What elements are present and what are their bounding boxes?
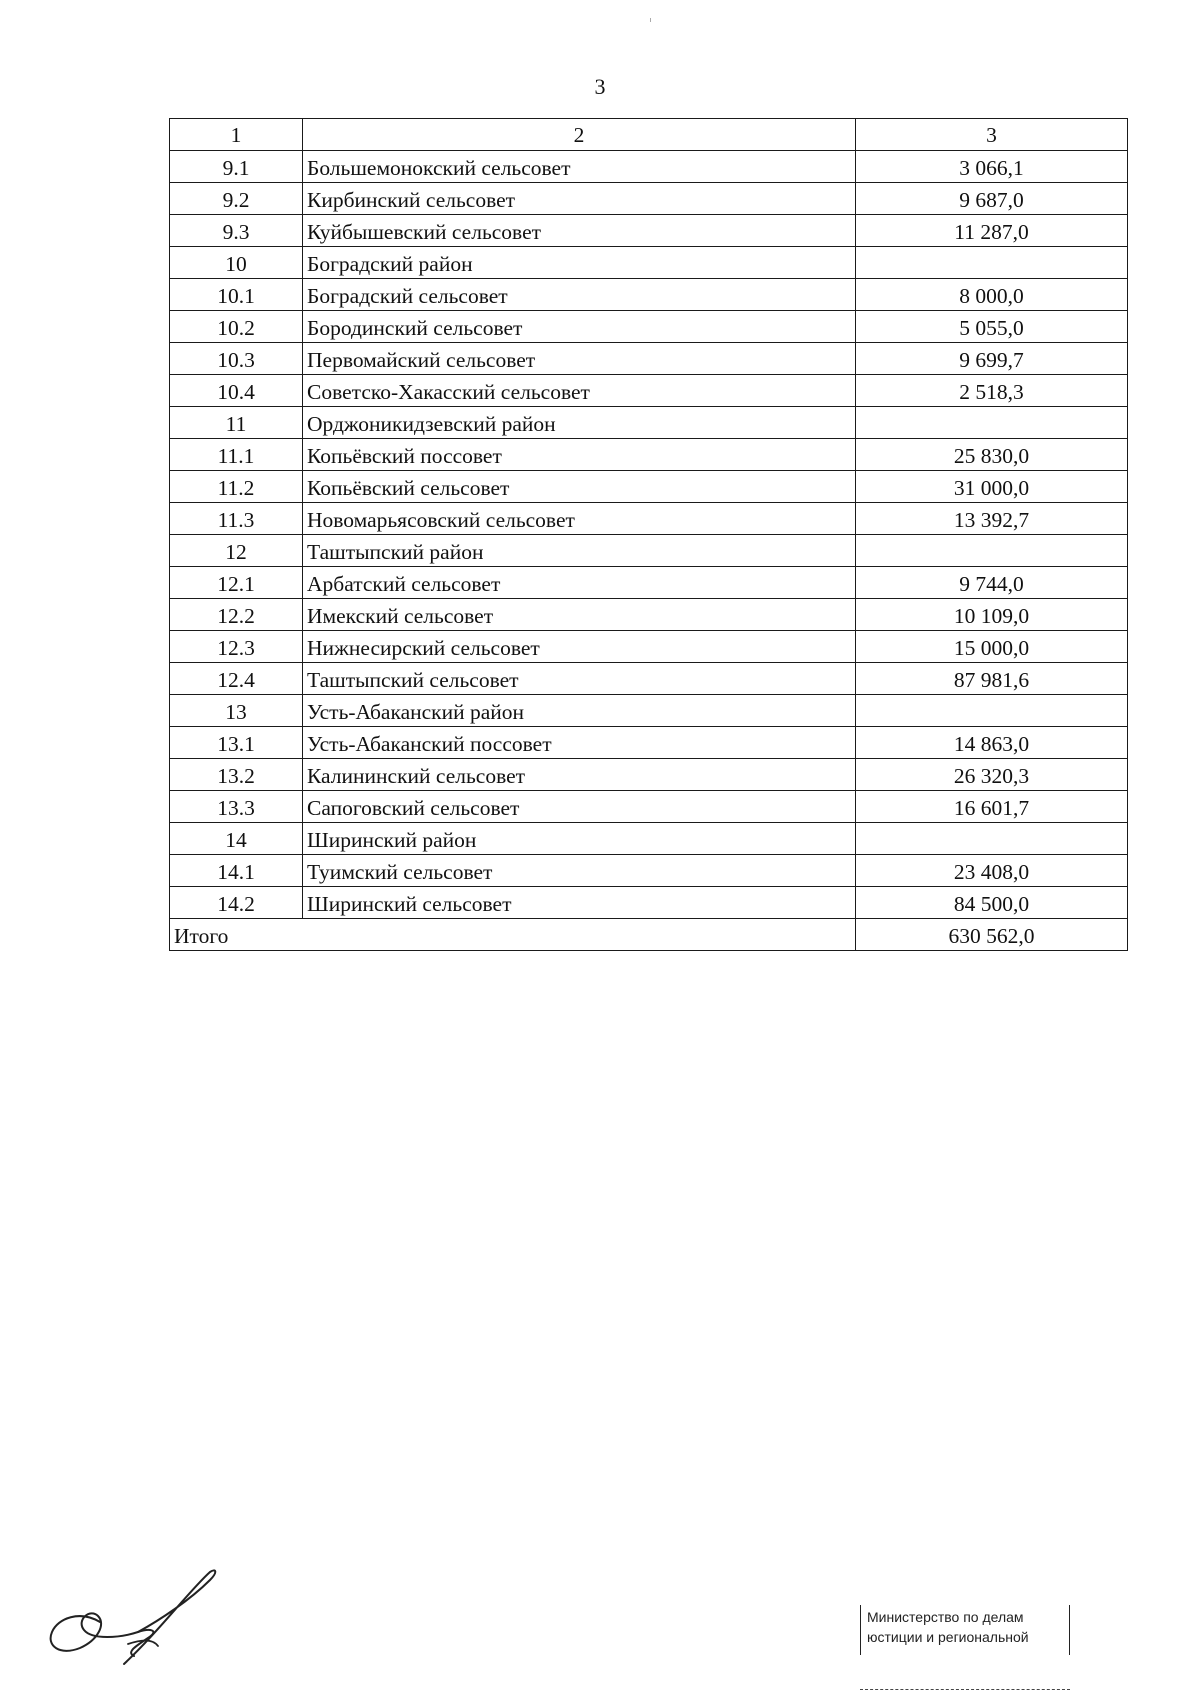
row-name: Таштыпский сельсовет: [303, 663, 856, 695]
row-number: 13.3: [170, 791, 303, 823]
row-name: Копьёвский сельсовет: [303, 471, 856, 503]
total-row: [170, 919, 1128, 951]
row-value: [856, 535, 1128, 567]
row-value: [856, 823, 1128, 855]
row-number: 10.4: [170, 375, 303, 407]
table-row: [170, 727, 1128, 759]
row-value: 31 000,0: [856, 471, 1128, 503]
row-name: Кирбинский сельсовет: [303, 183, 856, 215]
row-value: 84 500,0: [856, 887, 1128, 919]
row-name: Большемонокский сельсовет: [303, 151, 856, 183]
table-row: [170, 343, 1128, 375]
row-name: Ширинский район: [303, 823, 856, 855]
row-name: Новомарьясовский сельсовет: [303, 503, 856, 535]
row-value: 23 408,0: [856, 855, 1128, 887]
table-row: [170, 855, 1128, 887]
table-row: [170, 823, 1128, 855]
handwritten-signature: [40, 1560, 240, 1670]
stamp-line-1: Министерство по делам: [867, 1609, 1024, 1625]
table-row: [170, 439, 1128, 471]
table-body: [170, 119, 1128, 951]
row-name: Куйбышевский сельсовет: [303, 215, 856, 247]
row-number: 11: [170, 407, 303, 439]
table-row: [170, 311, 1128, 343]
row-value: 9 687,0: [856, 183, 1128, 215]
row-value: 8 000,0: [856, 279, 1128, 311]
row-number: 13: [170, 695, 303, 727]
row-value: 9 744,0: [856, 567, 1128, 599]
row-number: 13.1: [170, 727, 303, 759]
row-number: 12.1: [170, 567, 303, 599]
row-value: [856, 407, 1128, 439]
row-number: 11.2: [170, 471, 303, 503]
table-row: [170, 279, 1128, 311]
row-number: 10: [170, 247, 303, 279]
row-value: 15 000,0: [856, 631, 1128, 663]
row-value: 14 863,0: [856, 727, 1128, 759]
scan-mark: [650, 18, 651, 22]
row-value: 25 830,0: [856, 439, 1128, 471]
row-value: 87 981,6: [856, 663, 1128, 695]
table-header-row: [170, 119, 1128, 151]
row-number: 12.3: [170, 631, 303, 663]
row-name: Копьёвский поссовет: [303, 439, 856, 471]
row-value: 10 109,0: [856, 599, 1128, 631]
row-number: 12: [170, 535, 303, 567]
row-number: 9.3: [170, 215, 303, 247]
table-row: [170, 599, 1128, 631]
row-value: 3 066,1: [856, 151, 1128, 183]
row-value: 2 518,3: [856, 375, 1128, 407]
row-value: 26 320,3: [856, 759, 1128, 791]
row-number: 14.2: [170, 887, 303, 919]
row-name: Усть-Абаканский район: [303, 695, 856, 727]
budget-table: [169, 118, 1128, 951]
page-number: 3: [594, 74, 606, 99]
header-col-2: 2: [303, 119, 856, 151]
row-value: [856, 247, 1128, 279]
row-name: Первомайский сельсовет: [303, 343, 856, 375]
row-number: 11.3: [170, 503, 303, 535]
row-name: Советско-Хакасский сельсовет: [303, 375, 856, 407]
row-name: Ширинский сельсовет: [303, 887, 856, 919]
table-row: [170, 535, 1128, 567]
row-value: [856, 695, 1128, 727]
table-row: [170, 631, 1128, 663]
table-row: [170, 183, 1128, 215]
registration-stamp: [860, 1605, 1070, 1655]
row-name: Нижнесирский сельсовет: [303, 631, 856, 663]
row-value: 5 055,0: [856, 311, 1128, 343]
table-row: [170, 695, 1128, 727]
stamp-bottom-edge: [860, 1689, 1070, 1690]
table-row: [170, 151, 1128, 183]
row-number: 14.1: [170, 855, 303, 887]
row-number: 12.2: [170, 599, 303, 631]
table-row: [170, 663, 1128, 695]
row-value: 11 287,0: [856, 215, 1128, 247]
row-number: 10.1: [170, 279, 303, 311]
table-row: [170, 215, 1128, 247]
row-number: 13.2: [170, 759, 303, 791]
table-row: [170, 375, 1128, 407]
row-number: 10.3: [170, 343, 303, 375]
row-name: Туимский сельсовет: [303, 855, 856, 887]
row-name: Боградский сельсовет: [303, 279, 856, 311]
row-value: 9 699,7: [856, 343, 1128, 375]
row-name: Бородинский сельсовет: [303, 311, 856, 343]
row-number: 9.2: [170, 183, 303, 215]
header-col-3: 3: [856, 119, 1128, 151]
row-name: Имекский сельсовет: [303, 599, 856, 631]
row-number: 11.1: [170, 439, 303, 471]
stamp-line-2: юстиции и региональной: [867, 1629, 1029, 1645]
row-number: 10.2: [170, 311, 303, 343]
table-row: [170, 503, 1128, 535]
row-name: Сапоговский сельсовет: [303, 791, 856, 823]
table-row: [170, 791, 1128, 823]
table-row: [170, 471, 1128, 503]
row-value: 13 392,7: [856, 503, 1128, 535]
header-col-1: 1: [170, 119, 303, 151]
row-number: 9.1: [170, 151, 303, 183]
table-row: [170, 887, 1128, 919]
row-number: 12.4: [170, 663, 303, 695]
total-label: Итого: [170, 919, 856, 951]
row-number: 14: [170, 823, 303, 855]
row-name: Усть-Абаканский поссовет: [303, 727, 856, 759]
table-row: [170, 567, 1128, 599]
total-value: 630 562,0: [856, 919, 1128, 951]
row-value: 16 601,7: [856, 791, 1128, 823]
row-name: Орджоникидзевский район: [303, 407, 856, 439]
row-name: Арбатский сельсовет: [303, 567, 856, 599]
row-name: Боградский район: [303, 247, 856, 279]
table-row: [170, 407, 1128, 439]
row-name: Таштыпский район: [303, 535, 856, 567]
table-row: [170, 759, 1128, 791]
table-row: [170, 247, 1128, 279]
row-name: Калининский сельсовет: [303, 759, 856, 791]
